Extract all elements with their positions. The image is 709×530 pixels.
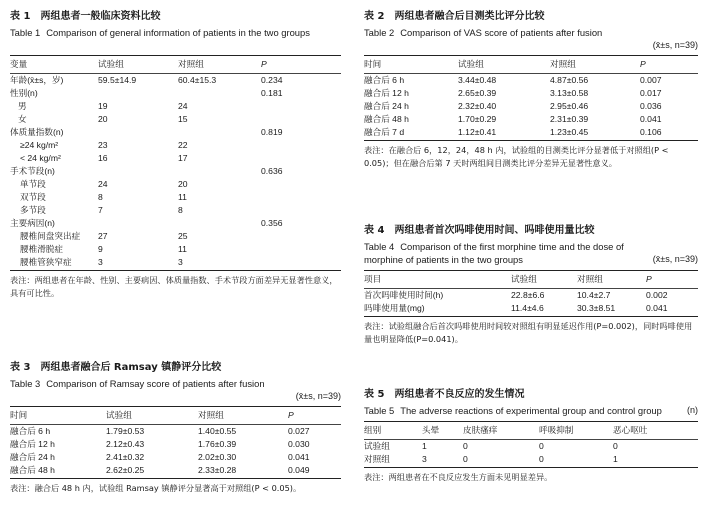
cell-test: [98, 87, 178, 100]
cell-control: [178, 165, 261, 178]
cell-control: 3: [178, 257, 183, 267]
table3-header-p: P: [288, 410, 294, 420]
cell-control: [178, 87, 261, 100]
row-label: 男: [18, 101, 27, 111]
row-label: 双节段: [20, 192, 46, 202]
table3: [10, 407, 341, 424]
table2-header-control: 对照组: [550, 59, 576, 69]
cell-test: 59.5±14.9: [98, 75, 137, 85]
table5-caption-en: [364, 404, 698, 417]
table3-number-zh: 表 3: [10, 362, 31, 373]
table2-bottom-rule: [364, 140, 698, 141]
table4-header-p: P: [646, 274, 652, 284]
cell-p: [261, 204, 341, 217]
table1-block: [10, 10, 341, 300]
cell-test: 24: [98, 179, 108, 189]
cell-p: 0.106: [640, 127, 662, 137]
table-row: [364, 302, 698, 315]
table5-block: [364, 388, 698, 484]
cell-test: 16: [98, 153, 108, 163]
cell-test: 2.12±0.43: [106, 439, 145, 449]
table-row: [364, 100, 698, 113]
cell-p: [261, 243, 341, 256]
cell-control: [178, 217, 261, 230]
table1-note: 表注：两组患者在年龄、性别、主要病因、体质量指数、手术节段方面差异无显著性意义，具有可比性。: [10, 275, 338, 298]
table1-caption-en: [10, 26, 341, 39]
table2-title-en: Comparison of VAS score of patients after fusion: [400, 27, 603, 38]
cell-test: 22.8±6.6: [511, 290, 545, 300]
row-label: 试验组: [364, 441, 390, 451]
table2: [364, 56, 698, 73]
table4-note: 表注：试验组融合后首次吗啡使用时间较对照组有明显延迟作用(P=0.002)，同时吗啡使用量也明显降低(P=0.041)。: [364, 321, 693, 344]
table3-note: 表注：融合后 48 h 内，试验组 Ramsay 镇静评分显著高于对照组(P < 0.05)。: [10, 483, 302, 493]
row-label: 对照组: [364, 454, 390, 464]
table5-header-group: 组别: [364, 425, 382, 435]
table-row: [10, 256, 341, 269]
table5-note: 表注：两组患者在不良反应发生方面未见明显差异。: [364, 472, 553, 482]
table4-header-item: 项目: [364, 274, 382, 284]
table4: [364, 271, 698, 288]
row-label: 融合后 6 h: [10, 426, 51, 436]
table-row: [364, 74, 698, 87]
table3-header-control: 对照组: [198, 410, 224, 420]
table-row: [364, 113, 698, 126]
table-row: [364, 126, 698, 139]
cell-test: 3: [98, 257, 103, 267]
table3-header-test: 试验组: [106, 410, 132, 420]
row-label: 首次吗啡使用时间(h): [364, 290, 444, 300]
table3-header-time: 时间: [10, 410, 28, 420]
table4-caption-zh: [364, 224, 698, 237]
cell-p: [261, 230, 341, 243]
cell-p: 0.356: [261, 218, 283, 228]
table1-title-en: Comparison of general information of patients in the two groups: [46, 27, 310, 38]
cell-nausea: 1: [613, 454, 618, 464]
table5-title-zh: 两组患者不良反应的发生情况: [394, 389, 525, 400]
row-label: 融合后 24 h: [10, 452, 55, 462]
table5-header-pruritus: 皮肤瘙痒: [463, 425, 498, 435]
table1-header-p: P: [261, 59, 267, 69]
cell-control: 60.4±15.3: [178, 75, 217, 85]
cell-test: 9: [98, 244, 103, 254]
cell-p: 0.041: [288, 452, 310, 462]
table4-number-en: Table 4: [364, 241, 395, 252]
table-row: [10, 451, 341, 464]
cell-p: [261, 256, 341, 269]
table-row: [10, 217, 341, 230]
cell-control: 1.23±0.45: [550, 127, 589, 137]
table-row: [10, 100, 341, 113]
table1-header-test: 试验组: [98, 59, 124, 69]
cell-test: 19: [98, 101, 108, 111]
cell-test: 3.44±0.48: [458, 75, 497, 85]
cell-control: 1.76±0.39: [198, 439, 237, 449]
table-row: [10, 74, 341, 87]
table2-body: [364, 74, 698, 139]
table-row: [10, 464, 341, 477]
table5-header-dizziness: 头晕: [422, 425, 440, 435]
table1-header-row: [10, 56, 341, 73]
cell-p: 0.234: [261, 75, 283, 85]
cell-test: 2.41±0.32: [106, 452, 145, 462]
table-row: [10, 438, 341, 451]
cell-p: 0.049: [288, 465, 310, 475]
table5-stat-note: (n): [687, 405, 698, 415]
table5-header-resp-depression: 呼吸抑制: [539, 425, 574, 435]
table3-body: [10, 425, 341, 477]
table5-body: [364, 440, 698, 466]
cell-p: 0.041: [640, 114, 662, 124]
row-label: 腰椎管狭窄症: [20, 257, 72, 267]
table-row: [10, 126, 341, 139]
cell-control: 2.33±0.28: [198, 465, 237, 475]
table5-header-nausea: 恶心呕吐: [613, 425, 648, 435]
row-label: 融合后 48 h: [10, 465, 55, 475]
table1-bottom-rule: [10, 270, 341, 271]
table2-number-zh: 表 2: [364, 11, 385, 22]
cell-control: 30.3±8.51: [577, 303, 616, 313]
cell-p: [261, 152, 341, 165]
cell-control: 20: [178, 179, 188, 189]
cell-control: 17: [178, 153, 188, 163]
table-row: [10, 139, 341, 152]
table3-title-en: Comparison of Ramsay score of patients after fusion: [46, 378, 265, 389]
table1-number-zh: 表 1: [10, 11, 31, 22]
table4-header-row: [364, 271, 698, 288]
table5-number-en: Table 5: [364, 405, 395, 416]
cell-nausea: 0: [613, 441, 618, 451]
table-row: [10, 230, 341, 243]
table1-title-zh: 两组患者一般临床资料比较: [40, 11, 161, 22]
cell-control: 15: [178, 114, 188, 124]
cell-control: 25: [178, 231, 188, 241]
cell-p: [261, 191, 341, 204]
table4-body: [364, 289, 698, 315]
table5-number-zh: 表 5: [364, 389, 385, 400]
row-label: 融合后 12 h: [10, 439, 55, 449]
cell-resp-depression: 0: [539, 454, 544, 464]
cell-p: 0.002: [646, 290, 668, 300]
row-label: 吗啡使用量(mg): [364, 303, 425, 313]
table2-header-row: [364, 56, 698, 73]
cell-control: 4.87±0.56: [550, 75, 589, 85]
cell-control: 22: [178, 140, 188, 150]
table4-bottom-rule: [364, 316, 698, 317]
table2-number-en: Table 2: [364, 27, 395, 38]
cell-p: 0.819: [261, 127, 283, 137]
cell-dizziness: 3: [422, 454, 427, 464]
row-label: 腰椎间盘突出症: [20, 231, 81, 241]
table4-header-test: 试验组: [511, 274, 537, 284]
row-label: ≥24 kg/m²: [20, 140, 59, 150]
cell-control: 2.31±0.39: [550, 114, 589, 124]
cell-test: 23: [98, 140, 108, 150]
table-row: [364, 453, 698, 466]
cell-dizziness: 1: [422, 441, 427, 451]
table3-block: [10, 361, 341, 495]
cell-test: 1.12±0.41: [458, 127, 497, 137]
cell-control: 10.4±2.7: [577, 290, 611, 300]
cell-p: [261, 178, 341, 191]
table3-caption-en: [10, 377, 341, 390]
table-row: [364, 440, 698, 453]
row-label: 女: [18, 114, 27, 124]
cell-control: 2.95±0.46: [550, 101, 589, 111]
cell-test: 8: [98, 192, 103, 202]
table-row: [10, 87, 341, 100]
cell-p: [261, 139, 341, 152]
table4-title-en: Comparison of the first morphine time and the dose of morphine of patients in the two groups: [364, 241, 624, 265]
table4-block: [364, 224, 698, 346]
table4-title-zh: 两组患者首次吗啡使用时间、吗啡使用量比较: [394, 225, 595, 236]
table2-stat-note: (x̄±s, n=39): [652, 40, 698, 50]
row-label: < 24 kg/m²: [20, 153, 61, 163]
cell-test: 7: [98, 205, 103, 215]
row-label: 腰椎滑脱症: [20, 244, 63, 254]
cell-control: 11: [178, 244, 187, 254]
table-row: [10, 204, 341, 217]
row-label: 主要病因(n): [10, 218, 55, 228]
table3-header-row: [10, 407, 341, 424]
table2-note: 表注：在融合后 6，12，24，48 h 内，试验组的目测类比评分显著低于对照组(P < 0.05)；但在融合后第 7 天时两组间目测类比评分差异无显著性意义。: [364, 145, 669, 168]
cell-test: 2.32±0.40: [458, 101, 497, 111]
table1-body: [10, 74, 341, 269]
row-label: 手术节段(n): [10, 166, 55, 176]
cell-control: 2.02±0.30: [198, 452, 237, 462]
cell-test: 20: [98, 114, 108, 124]
cell-test: 2.62±0.25: [106, 465, 145, 475]
row-label: 融合后 12 h: [364, 88, 409, 98]
table1: [10, 56, 341, 73]
cell-p: 0.036: [640, 101, 662, 111]
table2-caption-zh: [364, 10, 698, 23]
row-label: 单节段: [20, 179, 46, 189]
cell-control: 24: [178, 101, 188, 111]
table4-stat-note: (x̄±s, n=39): [652, 254, 698, 264]
row-label: 融合后 6 h: [364, 75, 405, 85]
row-label: 年龄(x̄±s，岁): [10, 75, 64, 85]
cell-p: 0.027: [288, 426, 310, 436]
cell-test: 1.70±0.29: [458, 114, 497, 124]
cell-test: 2.65±0.39: [458, 88, 497, 98]
row-label: 性别(n): [10, 88, 38, 98]
cell-test: 11.4±4.6: [511, 303, 544, 313]
table3-stat-note: (x̄±s, n=39): [295, 391, 341, 401]
table5-caption-zh: [364, 388, 698, 401]
cell-test: 1.79±0.53: [106, 426, 145, 436]
cell-resp-depression: 0: [539, 441, 544, 451]
table-row: [10, 152, 341, 165]
cell-p: 0.636: [261, 166, 283, 176]
table2-header-time: 时间: [364, 59, 382, 69]
table-row: [10, 191, 341, 204]
table1-number-en: Table 1: [10, 27, 41, 38]
table5-bottom-rule: [364, 467, 698, 468]
table5-title-en: The adverse reactions of experimental group and control group: [400, 405, 662, 416]
table4-number-zh: 表 4: [364, 225, 385, 236]
table2-title-zh: 两组患者融合后目测类比评分比较: [394, 11, 545, 22]
table1-header-control: 对照组: [178, 59, 204, 69]
cell-p: 0.041: [646, 303, 668, 313]
table3-bottom-rule: [10, 478, 341, 479]
table-row: [364, 289, 698, 302]
row-label: 多节段: [20, 205, 46, 215]
cell-test: 27: [98, 231, 108, 241]
cell-pruritus: 0: [463, 454, 468, 464]
row-label: 融合后 24 h: [364, 101, 409, 111]
cell-test: [98, 126, 178, 139]
table-row: [10, 243, 341, 256]
cell-p: 0.181: [261, 88, 283, 98]
table-row: [10, 178, 341, 191]
table2-header-test: 试验组: [458, 59, 484, 69]
table1-caption-zh: [10, 10, 341, 23]
row-label: 融合后 48 h: [364, 114, 409, 124]
table2-caption-en: [364, 26, 698, 39]
table3-number-en: Table 3: [10, 378, 41, 389]
table1-header-variable: 变量: [10, 59, 28, 69]
cell-control: 1.40±0.55: [198, 426, 237, 436]
table3-caption-zh: [10, 361, 341, 374]
cell-p: 0.017: [640, 88, 662, 98]
row-label: 体质量指数(n): [10, 127, 64, 137]
cell-control: [178, 126, 261, 139]
cell-pruritus: 0: [463, 441, 468, 451]
cell-p: 0.007: [640, 75, 662, 85]
cell-control: 3.13±0.58: [550, 88, 589, 98]
cell-p: [261, 100, 341, 113]
cell-control: 11: [178, 192, 187, 202]
table-row: [10, 425, 341, 438]
table5-header-row: [364, 422, 698, 439]
table-row: [364, 87, 698, 100]
cell-control: 8: [178, 205, 183, 215]
table2-block: [364, 10, 698, 170]
cell-p: 0.030: [288, 439, 310, 449]
cell-test: [98, 217, 178, 230]
row-label: 融合后 7 d: [364, 127, 405, 137]
cell-p: [261, 113, 341, 126]
cell-test: [98, 165, 178, 178]
table5: [364, 422, 698, 439]
table-row: [10, 165, 341, 178]
table4-header-control: 对照组: [577, 274, 603, 284]
table2-header-p: P: [640, 59, 646, 69]
table3-title-zh: 两组患者融合后 Ramsay 镇静评分比较: [40, 362, 222, 373]
table-row: [10, 113, 341, 126]
